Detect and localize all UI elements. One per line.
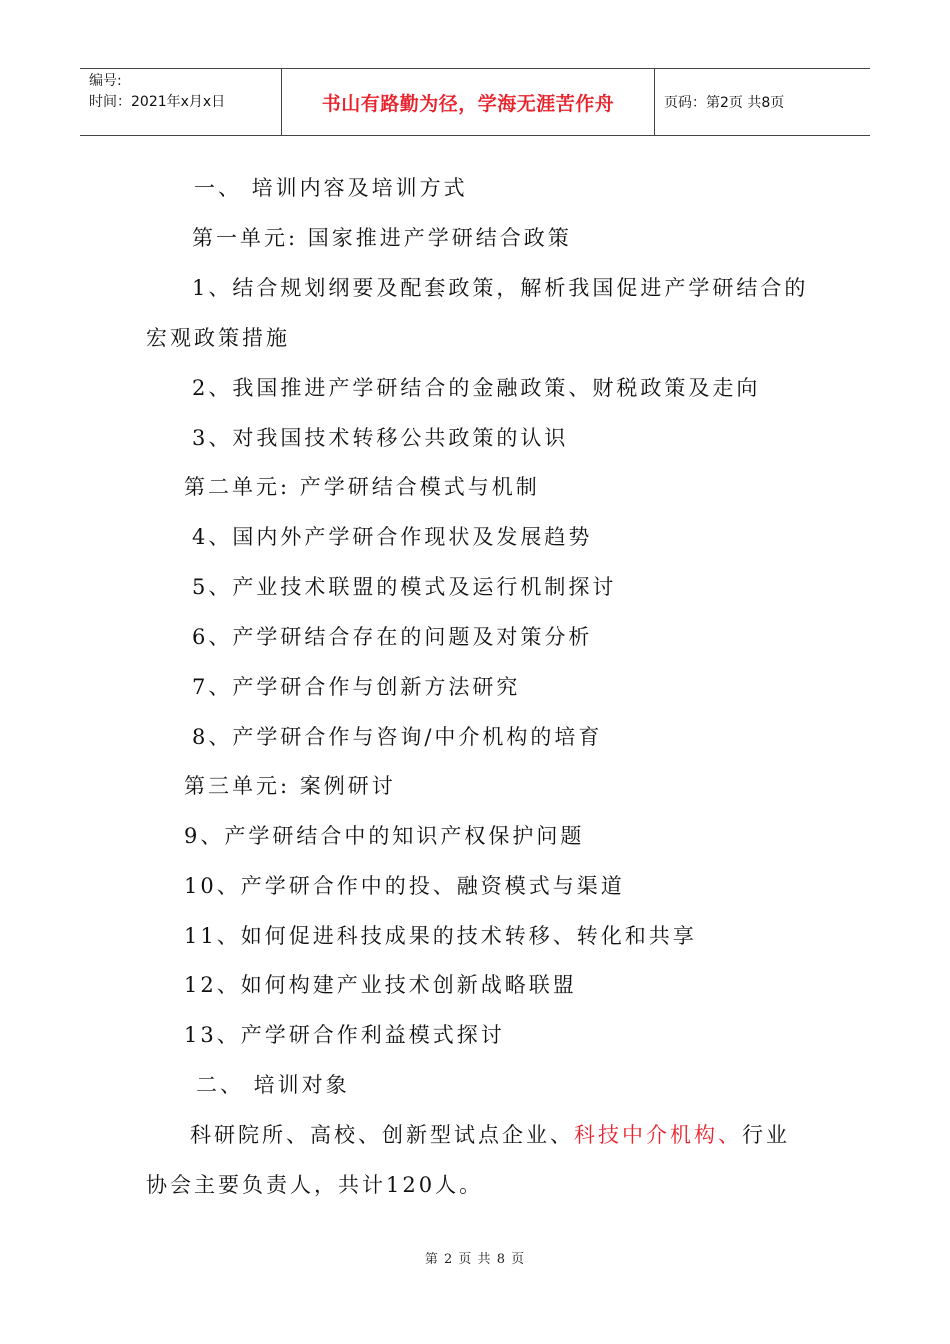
item1-line2: 宏观政策措施: [146, 326, 290, 350]
time-label: 时间：2021年x月x日: [89, 94, 226, 110]
item1-line1: 1、结合规划纲要及配套政策，解析我国促进产学研结合的: [192, 276, 809, 300]
item8: 8、产学研合作与咨询/中介机构的培育: [192, 725, 603, 749]
page-info-text: 页码：第2页 共8页: [664, 95, 785, 111]
motto-text: 书山有路勤为径，学海无涯苦作舟: [321, 92, 615, 115]
item6: 6、产学研结合存在的问题及对策分析: [192, 625, 593, 649]
item10: 10、产学研合作中的投、融资模式与渠道: [184, 874, 625, 898]
item5: 5、产业技术联盟的模式及运行机制探讨: [192, 575, 617, 599]
page-header: [80, 68, 870, 136]
unit3-title: 第三单元: 案例研讨: [184, 774, 396, 798]
header-motto-cell: [281, 69, 655, 135]
target-highlight: 科技中介机构、: [574, 1123, 742, 1147]
target-line1: [190, 1119, 790, 1149]
item3: 3、对我国技术转移公共政策的认识: [192, 426, 569, 450]
target-prefix: 科研院所、高校、创新型试点企业、: [190, 1123, 574, 1147]
target-suffix: 行业: [742, 1123, 790, 1147]
item11: 11、如何促进科技成果的技术转移、转化和共享: [184, 924, 697, 948]
unit2-title: 第二单元: 产学研结合模式与机制: [184, 475, 540, 499]
item2: 2、我国推进产学研结合的金融政策、财税政策及走向: [192, 376, 761, 400]
number-label: 编号:: [89, 73, 122, 89]
item12: 12、如何构建产业技术创新战略联盟: [184, 973, 577, 997]
section1-title: 一、 培训内容及培训方式: [194, 176, 468, 200]
header-meta: [80, 69, 281, 137]
page-footer: 第 2 页 共 8 页: [424, 1252, 526, 1267]
unit1-title: 第一单元: 国家推进产学研结合政策: [192, 226, 572, 250]
item13: 13、产学研合作利益模式探讨: [184, 1023, 505, 1047]
target-line2: 协会主要负责人，共计120人。: [146, 1173, 484, 1197]
item4: 4、国内外产学研合作现状及发展趋势: [192, 525, 593, 549]
item9: 9、产学研结合中的知识产权保护问题: [184, 824, 585, 848]
item7: 7、产学研合作与创新方法研究: [192, 675, 521, 699]
header-page-info: [654, 69, 870, 135]
section2-title: 二、 培训对象: [196, 1073, 350, 1097]
